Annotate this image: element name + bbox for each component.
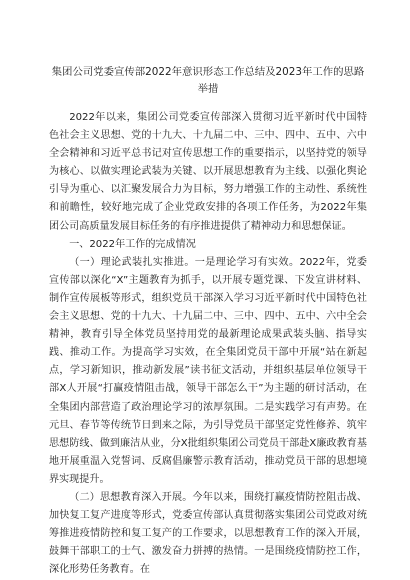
intro-paragraph: 2022年以来，集团公司党委宣传部深入贯彻习近平新时代中国特色社会主义思想、党的十九大、十九届二中、三中、四中、五中、六中全会精神和习近平总书记对宣传思想工作的重要指示，以坚持党的领导为核心、以做实理论武装为关键、以开展思想教育为主线、以强化舆论引导为重心、以汇聚发展合力为目标，努力增强工作的主动性、系统性和前瞻性，较好地完成了企业党政安排的各项工作任务，为2022年集团公司高质量发展目标任务的有序推进提供了精神动力和思想保证。 — [49, 112, 367, 232]
paragraph-theory: （一）理论武装扎实推进。一是理论学习有实效。2022年，党委宣传部以深化“X”主题教育为抓手，以开展专题党课、下发宣讲材料、制作宣传展板等形式，组织党员干部深入学习习近平新时代中国特色社会主义思想、党的十九大、十九届二中、三中、四中、五中、六中全会精神，教育引导全体党员坚持用党的最新理论成果武装头脑、指导实践、推动工作。为提高学习实效，在全集团党员干部中开展“站在新起点，学习新知识，推动新发展”读书征文活动，并组织基层单位领导干部X人开展“打赢疫情阻击战，领导干部怎么干”为主题的研讨活动，在全集团内部营造了政治理论学习的浓厚氛围。二是实践学习有声势。在元旦、春节等传统节日到来之际，为引导党员干部坚定党性修养、筑牢思想防线、做到廉洁从业，分X批组织集团公司党员干部赴X廉政教育基地开展重温入党誓词、反腐倡廉警示教育活动，推动党员干部的思想境界实现提升。 — [49, 256, 367, 485]
paragraph-education: （二）思想教育深入开展。今年以来，围绕打赢疫情防控阻击战、加快复工复产进度等形式，党委宣传部认真贯彻落实集团公司党政对统筹推进疫情防控和复工复产的工作要求，以思想教育工作的深入开展，鼓舞干部职工的士气、激发奋力拼搏的热情。一是围绕疫情防控工作，深化形势任务教育。在 — [49, 491, 367, 576]
document-title: 集团公司党委宣传部2022年意识形态工作总结及2023年工作的思路举措 — [51, 66, 365, 95]
section-heading: 一、2022年工作的完成情况 — [69, 238, 196, 250]
